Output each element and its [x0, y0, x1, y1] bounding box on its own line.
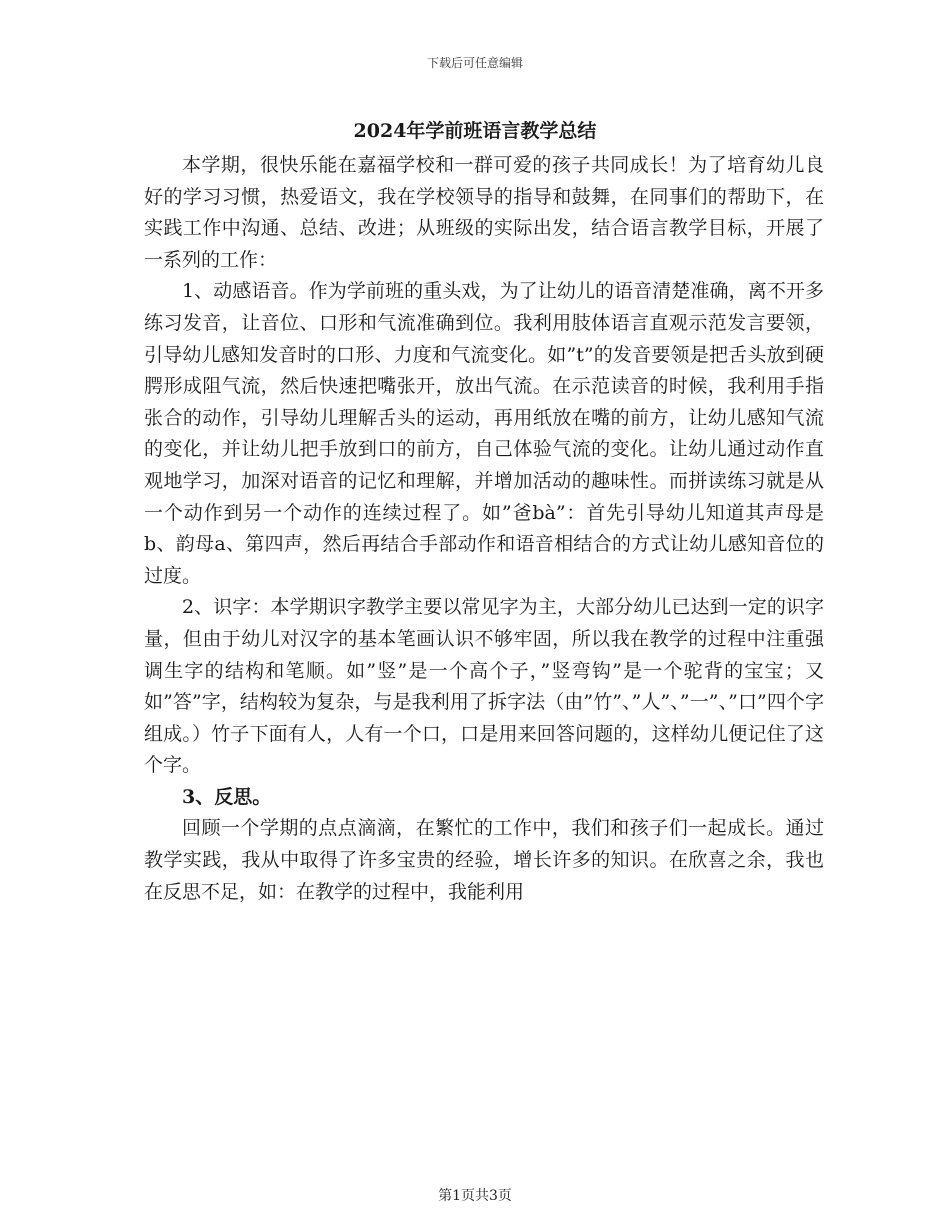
- section-3-heading: 3、反思。: [182, 785, 272, 808]
- section-1-paragraph: 1、动感语音。作为学前班的重头戏，为了让幼儿的语音清楚准确，离不开多练习发音，让音位、口形和气流准确到位。我利用肢体语言直观示范发言要领，引导幼儿感知发音时的口形、力度和气流变化。如”t”的发音要领是把舌头放到硬腭形成阻气流，然后快速把嘴张开，放出气流。在示范读音的时候，我利用手指张合的动作，引导幼儿理解舌头的运动，再用纸放在嘴的前方，让幼儿感知气流的变化，并让幼儿把手放到口的前方，自己体验气流的变化。让幼儿通过动作直观地学习，加深对语音的记忆和理解，并增加活动的趣味性。而拼读练习就是从一个动作到另一个动作的连续过程了。如”爸bà”：首先引导幼儿知道其声母是b、韵母a、第四声，然后再结合手部动作和语音相结合的方式让幼儿感知音位的过度。: [144, 280, 824, 587]
- document-title: 2024年学前班语言教学总结: [353, 120, 597, 142]
- intro-paragraph: 本学期，很快乐能在嘉福学校和一群可爱的孩子共同成长！为了培育幼儿良好的学习习惯，热爱语文，我在学校领导的指导和鼓舞，在同事们的帮助下，在实践工作中沟通、总结、改进；从班级的实际出发，结合语言教学目标，开展了一系列的工作：: [144, 154, 824, 271]
- section-2-paragraph: 2、识字：本学期识字教学主要以常见字为主，大部分幼儿已达到一定的识字量，但由于幼儿对汉字的基本笔画认识不够牢固，所以我在教学的过程中注重强调生字的结构和笔顺。如”竖”是一个高个子，”竖弯钩”是一个驼背的宝宝；又如”答”字，结构较为复杂，与是我利用了拆字法（由”竹”、”人”、”一”、”口”四个字组成。）竹子下面有人，人有一个口，口是用来回答问题的，这样幼儿便记住了这个字。: [144, 596, 824, 777]
- reflection-paragraph: 回顾一个学期的点点滴滴，在繁忙的工作中，我们和孩子们一起成长。通过教学实践，我从中取得了许多宝贵的经验，增长许多的知识。在欣喜之余，我也在反思不足，如：在教学的过程中，我能利用: [144, 817, 824, 903]
- header-note: 下载后可任意编辑: [426, 56, 523, 70]
- document-body: [144, 150, 824, 908]
- page-footer: 第1页共3页: [438, 1188, 512, 1204]
